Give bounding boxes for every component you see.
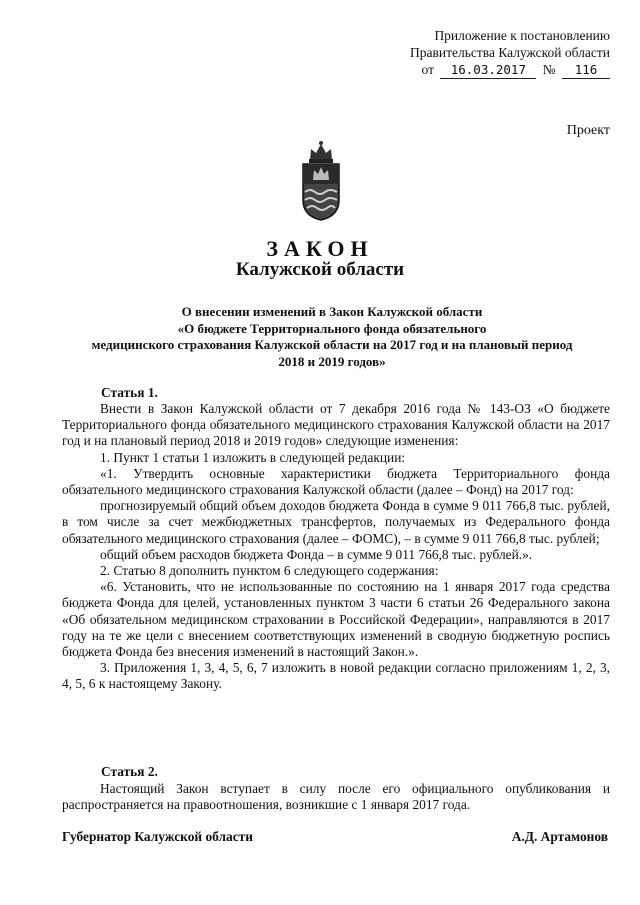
kaluga-coat-of-arms-icon [297,140,345,222]
article-2-body [62,781,610,813]
governor-position: Губернатор Калужской области [62,829,253,844]
article-1-item-2: 2. Статью 8 дополнить пунктом 6 следующего содержания: [100,563,439,579]
article-1-quote-2: «6. Установить, что не использованные по состоянию на 1 января 2017 года средства бюджета Фонда для целей, установленных пунктом 3 части 6 статьи 26 Федерального закона «Об обязательном медицинском страховании в Российской Федерации», направляются в 2017 году на те же цели с внесением соответствующих изменений в сводную бюджетную роспись бюджета Фонда без внесения изменений в настоящий Закон.». [62,579,610,660]
heading-line: О внесении изменений в Закон Калужской области [181,304,483,319]
number-label: № [542,62,556,77]
attachment-block [370,27,610,79]
heading-line: медицинского страхования Калужской области на 2017 год и на плановый период [91,337,573,352]
heading-line: 2018 и 2019 годов» [278,353,386,369]
attachment-number-row [370,61,610,79]
article-1-revenue: прогнозируемый общий объем доходов бюджета Фонда в сумме 9 011 766,8 тыс. рублей, в том числе за счет межбюджетных трансфертов, получаемых из Федерального фонда обязательного медицинского страхования (далее – ФОМС), – в сумме 9 011 766,8 тыс. рублей; [62,498,610,546]
article-1-heading: Статья 1. [101,385,158,400]
article-1-intro: Внести в Закон Калужской области от 7 декабря 2016 года № 143-ОЗ «О бюджете Территориального фонда обязательного медицинского страхования Калужской области на 2017 год и на плановый период 2018 и 2019 годов» следующие изменения: [62,401,610,449]
article-1-expenses: общий объем расходов бюджета Фонда – в сумме 9 011 766,8 тыс. рублей.». [100,546,533,562]
article-2-text: Настоящий Закон вступает в силу после его официального опубликования и распространяется на правоотношения, возникшие с 1 января 2017 года. [62,781,610,813]
attachment-line-1: Приложение к постановлению [434,28,610,43]
resolution-date: 16.03.2017 [440,61,536,79]
heading-line: «О бюджете Территориального фонда обязательного [177,320,487,336]
law-heading [62,304,602,370]
region-title: Калужской области [235,259,405,280]
from-label: от [421,62,434,77]
draft-label: Проект [566,123,610,138]
law-title: ЗАКОН [266,236,374,261]
article-1-quote-1: «1. Утвердить основные характеристики бюджета Территориального фонда обязательного медицинского страхования Калужской области (далее – Фонд) на 2017 год: [62,465,610,498]
governor-name: А.Д. Артамонов [511,829,608,844]
attachment-line-2: Правительства Калужской области [409,45,610,60]
article-1-item-3: 3. Приложения 1, 3, 4, 5, 6, 7 изложить в новой редакции согласно приложениям 1, 2, 3, 4, 5, 6 к настоящему Закону. [62,660,610,692]
article-2-heading: Статья 2. [101,764,158,779]
article-1-body [62,401,610,693]
resolution-number: 116 [562,61,610,79]
article-1-item-1: 1. Пункт 1 статьи 1 изложить в следующей редакции: [100,449,406,465]
